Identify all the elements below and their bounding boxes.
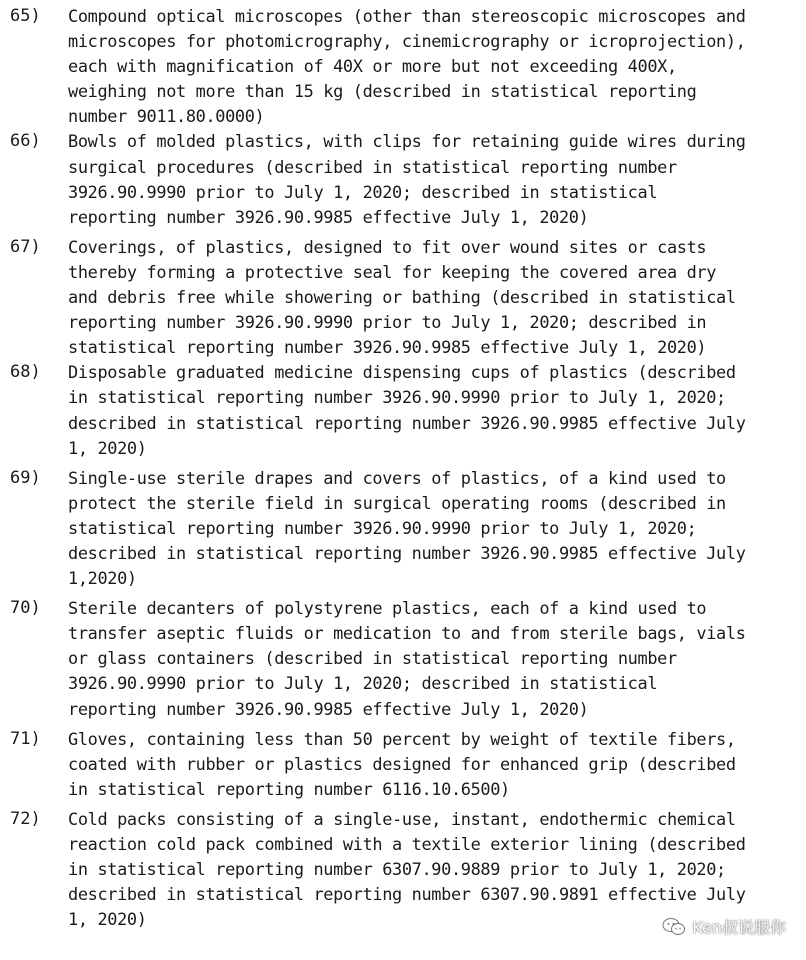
item-number: 65) [10, 6, 41, 26]
text-line: or glass containers (described in statistical reporting number [68, 648, 677, 669]
list-item [0, 360, 806, 460]
list-item [0, 727, 806, 802]
text-line: in statistical reporting number 6116.10.6500) [68, 778, 510, 799]
item-text [68, 360, 798, 460]
text-line: Compound optical microscopes (other than stereoscopic microscopes and [68, 6, 746, 26]
text-line: reaction cold pack combined with a textile exterior lining (described [68, 834, 746, 854]
item-text [68, 235, 798, 360]
wechat-icon [662, 917, 686, 937]
item-text [68, 129, 798, 229]
text-line: thereby forming a protective seal for keeping the covered area dry [68, 261, 717, 282]
text-line: in statistical reporting number 3926.90.9990 prior to July 1, 2020; [68, 387, 726, 408]
text-line: 1, 2020) [68, 437, 147, 458]
list-item [0, 129, 806, 229]
item-number: 71) [10, 728, 41, 749]
text-line: Single-use sterile drapes and covers of plastics, of a kind used to [68, 467, 726, 488]
item-number: 66) [10, 131, 41, 152]
text-line: described in statistical reporting number 3926.90.9985 effective July [68, 542, 746, 563]
list-item [0, 235, 806, 360]
text-line: reporting number 3926.90.9990 prior to July 1, 2020; described in [68, 312, 707, 333]
item-number: 68) [10, 362, 41, 383]
text-line: microscopes for photomicrography, cinemicrography or icroprojection), [68, 31, 746, 52]
text-line: Gloves, containing less than 50 percent by weight of textile fibers, [68, 728, 736, 749]
text-line: Sterile decanters of polystyrene plastics, each of a kind used to [68, 598, 707, 619]
text-line: described in statistical reporting number 6307.90.9891 effective July [68, 884, 746, 905]
list-item [0, 807, 806, 932]
text-line: Disposable graduated medicine dispensing cups of plastics (described [68, 362, 736, 383]
item-text [68, 4, 798, 129]
text-line: Bowls of molded plastics, with clips for retaining guide wires during [68, 131, 746, 152]
text-line: statistical reporting number 3926.90.9985 effective July 1, 2020) [68, 337, 707, 358]
text-line: Coverings, of plastics, designed to fit over wound sites or casts [68, 236, 707, 257]
text-line: described in statistical reporting number 3926.90.9985 effective July [68, 412, 746, 433]
list-item [0, 466, 806, 591]
item-number: 70) [10, 598, 41, 619]
item-text [68, 596, 798, 721]
text-line: and debris free while showering or bathing (described in statistical [68, 287, 736, 308]
item-text [68, 466, 798, 591]
item-text [68, 807, 798, 932]
text-line: transfer aseptic fluids or medication to and from sterile bags, vials [68, 623, 746, 644]
watermark [662, 915, 786, 938]
text-line: 3926.90.9990 prior to July 1, 2020; described in statistical [68, 673, 658, 694]
text-line: reporting number 3926.90.9985 effective July 1, 2020) [68, 698, 589, 719]
text-line: weighing not more than 15 kg (described in statistical reporting [68, 81, 697, 102]
text-line: 1, 2020) [68, 909, 147, 930]
text-line: protect the sterile field in surgical operating rooms (described in [68, 492, 726, 513]
list-item [0, 4, 806, 129]
text-line: 3926.90.9990 prior to July 1, 2020; described in statistical [68, 181, 658, 202]
text-line: number 9011.80.0000) [68, 106, 265, 127]
text-line: statistical reporting number 3926.90.9990 prior to July 1, 2020; [68, 517, 697, 538]
text-line: each with magnification of 40X or more but not exceeding 400X, [68, 56, 677, 77]
watermark-text: Ken叔说服你 [692, 918, 786, 937]
item-number: 72) [10, 808, 41, 829]
item-number: 69) [10, 467, 41, 488]
item-number: 67) [10, 236, 41, 257]
text-line: surgical procedures (described in statistical reporting number [68, 156, 677, 177]
list-item [0, 596, 806, 721]
text-line: in statistical reporting number 6307.90.9889 prior to July 1, 2020; [68, 859, 726, 880]
text-line: reporting number 3926.90.9985 effective July 1, 2020) [68, 206, 589, 227]
text-line: 1,2020) [68, 568, 137, 589]
text-line: Cold packs consisting of a single-use, instant, endothermic chemical [68, 808, 736, 829]
item-text [68, 727, 798, 802]
text-line: coated with rubber or plastics designed for enhanced grip (described [68, 753, 736, 774]
